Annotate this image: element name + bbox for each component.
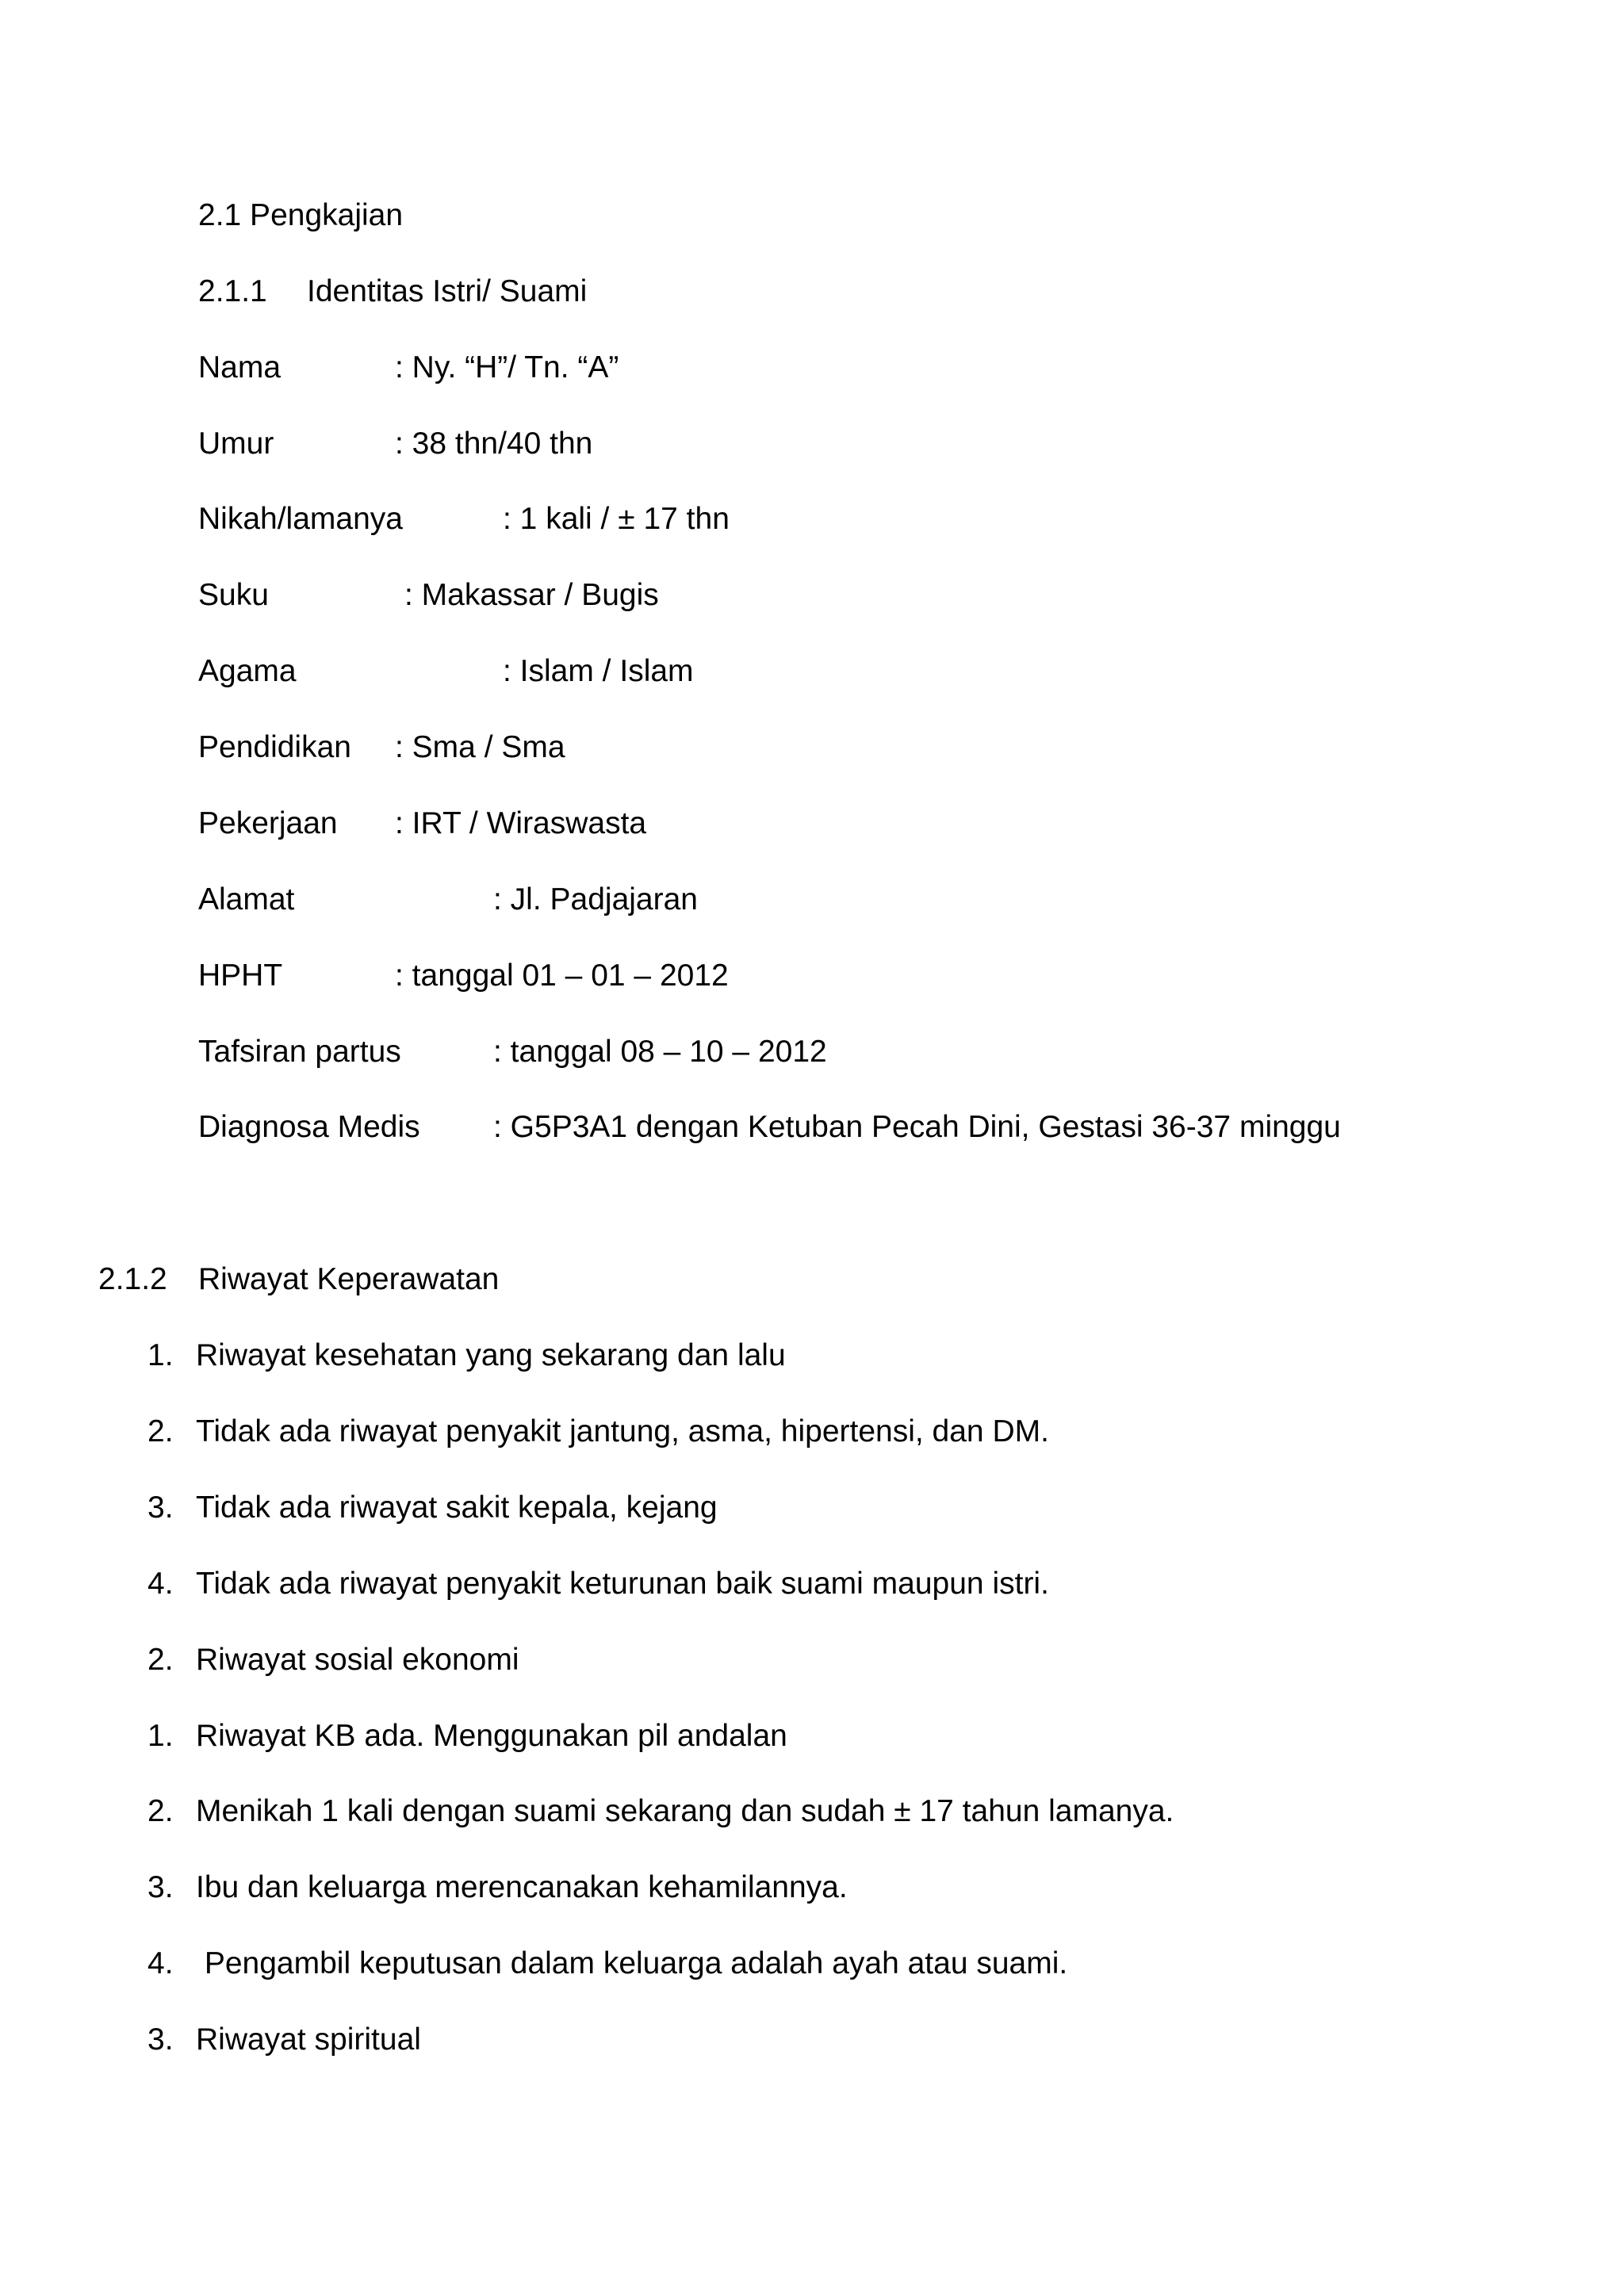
list-number: 2. [147,1414,174,1448]
subsection-title: Identitas Istri/ Suami [307,274,588,308]
list-item: Tidak ada riwayat penyakit jantung, asma, hipertensi, dan DM. [196,1414,1049,1448]
list-number: 3. [147,1490,174,1525]
list-number: 1. [147,1719,174,1753]
list-item: Riwayat sosial ekonomi [196,1643,519,1677]
list-item: Riwayat spiritual [196,2022,421,2057]
list-number: 1. [147,1338,174,1372]
subsection-number: 2.1.2 [98,1262,167,1296]
identity-label: Nama [198,350,282,385]
identity-label: Umur [198,427,274,461]
identity-label: Pendidikan [198,730,351,764]
identity-label: Nikah/lamanya [198,502,403,536]
list-item: Riwayat kesehatan yang sekarang dan lalu [196,1338,786,1372]
list-number: 3. [147,2022,174,2057]
identity-value: : tanggal 08 – 10 – 2012 [493,1035,827,1069]
list-number: 3. [147,1870,174,1904]
identity-value: : Jl. Padjajaran [493,882,698,916]
identity-label: HPHT [198,959,283,993]
list-item: Riwayat KB ada. Menggunakan pil andalan [196,1719,787,1753]
list-number: 4. [147,1946,174,1980]
list-number: 4. [147,1567,174,1601]
identity-value: : Islam / Islam [503,654,694,688]
list-number: 2. [147,1643,174,1677]
list-item: Ibu dan keluarga merencanakan kehamilannya. [196,1870,848,1904]
list-item: Tidak ada riwayat sakit kepala, kejang [196,1490,718,1525]
subsection-title: Riwayat Keperawatan [198,1262,500,1296]
identity-value: : G5P3A1 dengan Ketuban Pecah Dini, Gestasi 36-37 minggu [493,1110,1341,1144]
list-item: Tidak ada riwayat penyakit keturunan baik suami maupun istri. [196,1567,1049,1601]
identity-label: Alamat [198,882,295,916]
identity-value: : 1 kali / ± 17 thn [503,502,730,536]
identity-value: : IRT / Wiraswasta [395,806,647,840]
identity-label: Pekerjaan [198,806,338,840]
section-title: 2.1 Pengkajian [198,198,404,232]
identity-label: Agama [198,654,297,688]
list-item: Menikah 1 kali dengan suami sekarang dan sudah ± 17 tahun lamanya. [196,1794,1174,1828]
identity-value: : Makassar / Bugis [404,578,659,612]
list-number: 2. [147,1794,174,1828]
identity-value: : Sma / Sma [395,730,565,764]
subsection-number: 2.1.1 [198,274,267,308]
identity-value: : tanggal 01 – 01 – 2012 [395,959,729,993]
identity-value: : Ny. “H”/ Tn. “A” [395,350,619,385]
list-item: Pengambil keputusan dalam keluarga adalah ayah atau suami. [196,1946,1068,1980]
identity-label: Diagnosa Medis [198,1110,420,1144]
identity-label: Suku [198,578,269,612]
identity-label: Tafsiran partus [198,1035,401,1069]
identity-value: : 38 thn/40 thn [395,427,593,461]
